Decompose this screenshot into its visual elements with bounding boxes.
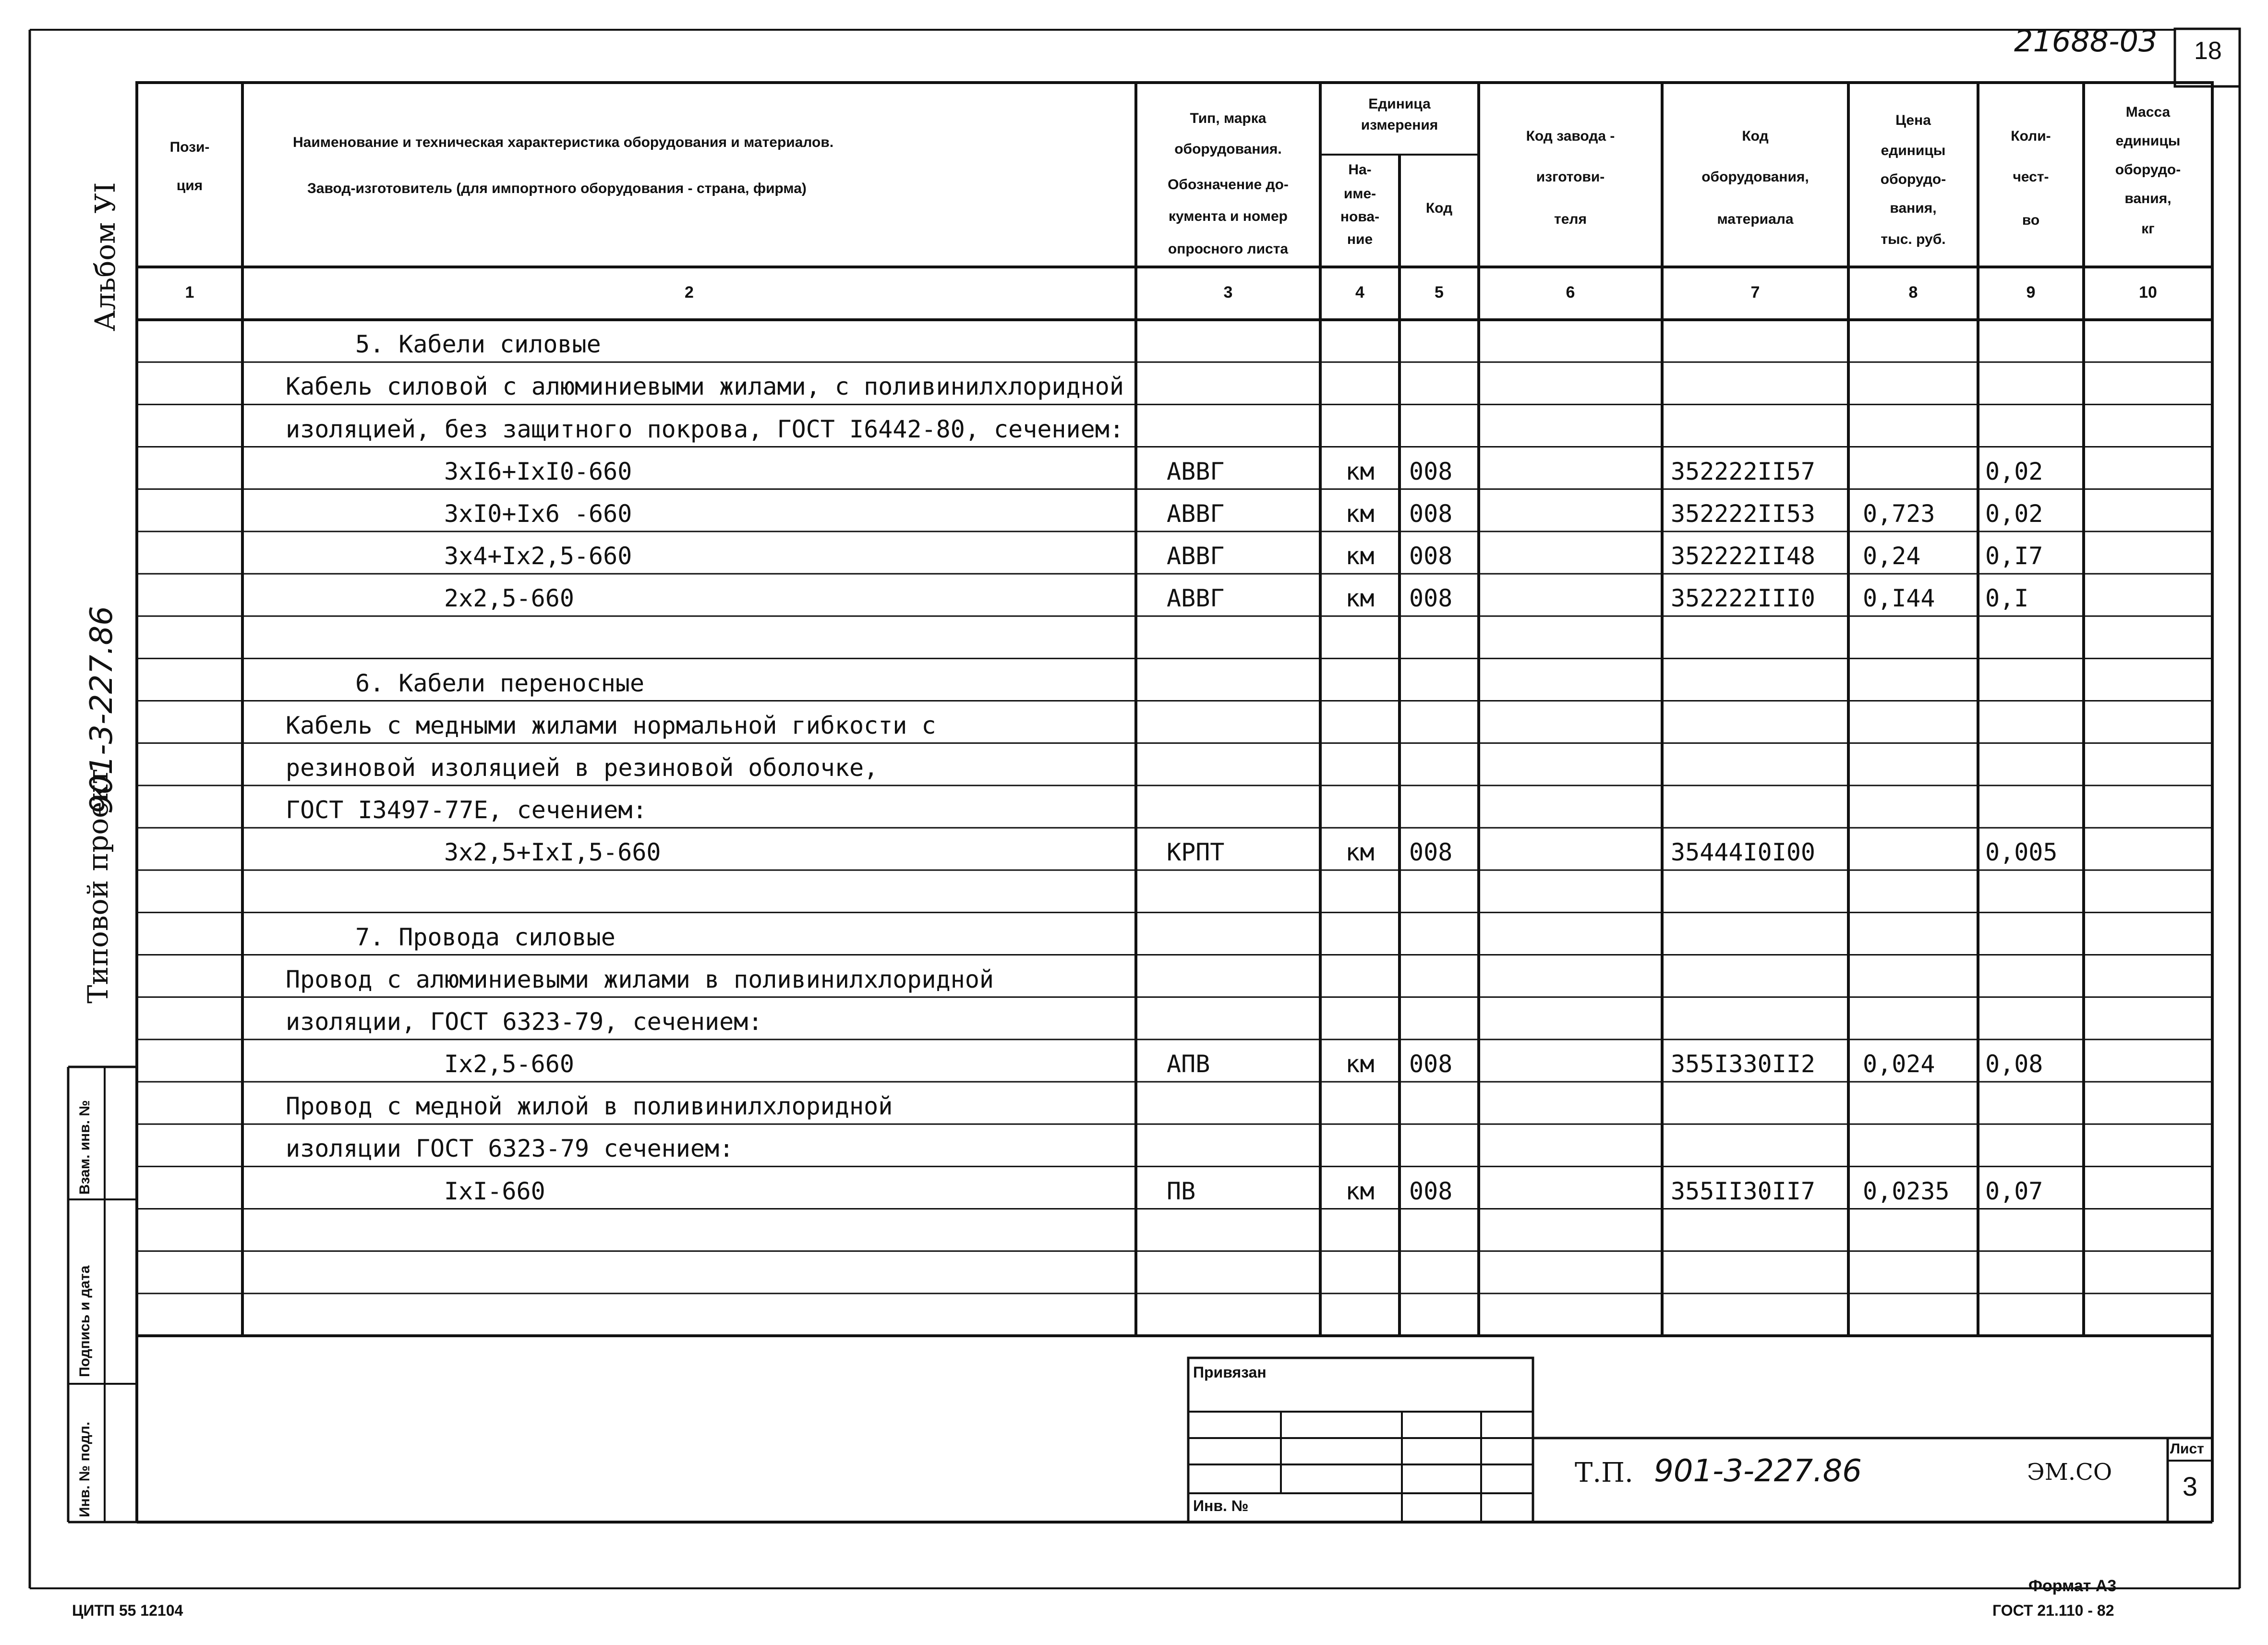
item-unit-name: км bbox=[1345, 1050, 1375, 1078]
header-code-3: материала bbox=[1717, 211, 1794, 227]
header-factory-1: Код завода - bbox=[1526, 128, 1615, 144]
item-type-mark: АВВГ bbox=[1167, 584, 1225, 613]
header-unit-name-1: На- bbox=[1348, 162, 1372, 178]
item-description: изоляции ГОСТ 6323-79 сечением: bbox=[286, 1135, 734, 1163]
item-description: 7. Провода силовые bbox=[355, 923, 615, 951]
header-qty-2: чест- bbox=[2013, 169, 2049, 185]
item-description: 3x2,5+IxI,5-660 bbox=[444, 838, 661, 867]
item-type-mark: АВВГ bbox=[1167, 457, 1225, 485]
item-description: изоляцией, без защитного покрова, ГОСТ I6442-80, сечением: bbox=[286, 415, 1124, 443]
header-price-1: Цена bbox=[1895, 112, 1931, 128]
privyazan-label: Привязан bbox=[1193, 1364, 1267, 1381]
header-factory-2: изготови- bbox=[1536, 169, 1605, 185]
footer-left-code: ЦИТП 55 12104 bbox=[72, 1602, 183, 1619]
item-quantity: 0,08 bbox=[1985, 1050, 2043, 1078]
item-description: Провод с алюминиевыми жилами в поливинилхлоридной bbox=[286, 965, 994, 993]
item-description: IxI-660 bbox=[444, 1177, 545, 1205]
stamp-vzam-inv: Взам. инв. № bbox=[77, 1100, 93, 1195]
item-type-mark: АПВ bbox=[1167, 1050, 1210, 1078]
item-unit-name: км bbox=[1345, 499, 1375, 528]
item-description: 5. Кабели силовые bbox=[355, 330, 601, 359]
item-unit-price: 0,723 bbox=[1863, 499, 1935, 528]
side-album-label: Альбом УI bbox=[89, 182, 121, 331]
column-number: 4 bbox=[1355, 283, 1364, 302]
item-description: изоляции, ГОСТ 6323-79, сечением: bbox=[286, 1007, 763, 1036]
side-project-code: 901-3-227.86 bbox=[84, 606, 120, 814]
header-mass-3: оборудо- bbox=[2115, 162, 2181, 178]
item-material-code: 355II30II7 bbox=[1671, 1177, 1816, 1205]
item-description: резиновой изоляцией в резиновой оболочке, bbox=[286, 753, 879, 782]
item-description: ГОСТ I3497-77Е, сечением: bbox=[286, 796, 647, 824]
item-quantity: 0,I7 bbox=[1985, 542, 2043, 570]
document-mark: ЭМ.СО bbox=[2027, 1459, 2112, 1486]
header-type-2: оборудования. bbox=[1174, 141, 1282, 157]
item-description: 3xI6+IxI0-660 bbox=[444, 457, 632, 485]
item-unit-code: 008 bbox=[1409, 542, 1453, 570]
column-number: 9 bbox=[2026, 283, 2036, 302]
item-unit-name: км bbox=[1345, 1177, 1375, 1205]
item-material-code: 352222II57 bbox=[1671, 457, 1816, 485]
column-number: 1 bbox=[185, 283, 194, 302]
header-qty-3: во bbox=[2022, 212, 2040, 228]
tp-code: 901-3-227.86 bbox=[1654, 1453, 1862, 1489]
item-description: Провод с медной жилой в поливинилхлоридной bbox=[286, 1092, 893, 1121]
document-number: 21688-03 bbox=[2014, 24, 2158, 59]
item-description: 2x2,5-660 bbox=[444, 584, 574, 613]
item-material-code: 355I330II2 bbox=[1671, 1050, 1816, 1078]
stamp-podpis-data: Подпись и дата bbox=[77, 1265, 93, 1377]
item-material-code: 35444I0I00 bbox=[1671, 838, 1816, 867]
item-unit-code: 008 bbox=[1409, 584, 1453, 613]
item-unit-code: 008 bbox=[1409, 838, 1453, 867]
header-price-4: вания, bbox=[1890, 200, 1937, 216]
column-number: 7 bbox=[1750, 283, 1760, 302]
header-qty-1: Коли- bbox=[2011, 128, 2051, 144]
column-number: 8 bbox=[1908, 283, 1918, 302]
item-unit-code: 008 bbox=[1409, 1050, 1453, 1078]
header-unit-code: Код bbox=[1425, 200, 1453, 216]
item-unit-name: км bbox=[1345, 584, 1375, 613]
item-type-mark: АВВГ bbox=[1167, 542, 1225, 570]
item-description: Ix2,5-660 bbox=[444, 1050, 574, 1078]
sheet-label: Лист bbox=[2170, 1441, 2204, 1457]
item-material-code: 352222II53 bbox=[1671, 499, 1816, 528]
item-unit-price: 0,024 bbox=[1863, 1050, 1935, 1078]
sheet-number: 3 bbox=[2182, 1471, 2198, 1501]
header-mass-2: единицы bbox=[2115, 133, 2181, 149]
inv-no-label: Инв. № bbox=[1193, 1497, 1249, 1514]
item-unit-price: 0,24 bbox=[1863, 542, 1921, 570]
item-description: 6. Кабели переносные bbox=[355, 669, 645, 697]
stamp-inv-podl: Инв. № подл. bbox=[77, 1421, 93, 1517]
header-price-2: единицы bbox=[1881, 143, 1946, 158]
tp-prefix: Т.П. bbox=[1575, 1457, 1633, 1488]
side-project-label: Типовой проект bbox=[82, 769, 114, 1004]
item-quantity: 0,02 bbox=[1985, 457, 2043, 485]
item-type-mark: АВВГ bbox=[1167, 499, 1225, 528]
header-price-5: тыс. руб. bbox=[1881, 231, 1946, 247]
header-code-2: оборудования, bbox=[1701, 169, 1809, 185]
item-description: 3x4+Ix2,5-660 bbox=[444, 542, 632, 570]
header-type-3: Обозначение до- bbox=[1168, 177, 1289, 193]
header-unit-1: Единица bbox=[1368, 96, 1431, 112]
header-name-2: Завод-изготовитель (для импортного оборудования - страна, фирма) bbox=[307, 181, 807, 196]
header-unit-name-2: име- bbox=[1343, 186, 1376, 202]
footer-format: Формат А3 bbox=[2028, 1577, 2117, 1595]
item-description: Кабель силовой с алюминиевыми жилами, с поливинилхлоридной bbox=[286, 373, 1124, 401]
item-unit-code: 008 bbox=[1409, 457, 1453, 485]
column-number: 2 bbox=[685, 283, 694, 302]
header-mass-1: Масса bbox=[2125, 104, 2171, 120]
item-unit-name: км bbox=[1345, 838, 1375, 867]
header-type-5: опросного листа bbox=[1168, 241, 1289, 257]
item-unit-price: 0,I44 bbox=[1863, 584, 1935, 613]
header-position-2: ция bbox=[176, 178, 203, 194]
column-number: 6 bbox=[1566, 283, 1575, 302]
item-unit-price: 0,0235 bbox=[1863, 1177, 1950, 1205]
header-unit-name-4: ние bbox=[1347, 231, 1373, 247]
header-factory-3: теля bbox=[1554, 211, 1587, 227]
header-type-1: Тип, марка bbox=[1190, 110, 1267, 126]
header-mass-5: кг bbox=[2141, 221, 2155, 237]
header-position-1: Пози- bbox=[169, 139, 210, 155]
item-unit-name: км bbox=[1345, 542, 1375, 570]
column-number: 3 bbox=[1223, 283, 1233, 302]
item-description: 3xI0+Ix6 -660 bbox=[444, 499, 632, 528]
header-unit-name-3: нова- bbox=[1340, 209, 1380, 225]
item-quantity: 0,07 bbox=[1985, 1177, 2043, 1205]
item-material-code: 352222III0 bbox=[1671, 584, 1816, 613]
header-price-3: оборудо- bbox=[1880, 171, 1946, 187]
column-number: 5 bbox=[1435, 283, 1444, 302]
page-corner-number: 18 bbox=[2194, 37, 2222, 65]
item-unit-name: км bbox=[1345, 457, 1375, 485]
item-quantity: 0,02 bbox=[1985, 499, 2043, 528]
footer-gost: ГОСТ 21.110 - 82 bbox=[1992, 1602, 2114, 1619]
header-unit-2: измерения bbox=[1361, 117, 1438, 133]
item-quantity: 0,005 bbox=[1985, 838, 2058, 867]
item-material-code: 352222II48 bbox=[1671, 542, 1816, 570]
header-type-4: кумента и номер bbox=[1168, 208, 1288, 224]
item-type-mark: ПВ bbox=[1167, 1177, 1196, 1205]
item-unit-code: 008 bbox=[1409, 1177, 1453, 1205]
item-type-mark: КРПТ bbox=[1167, 838, 1225, 867]
header-code-1: Код bbox=[1742, 128, 1769, 144]
header-mass-4: вания, bbox=[2124, 191, 2171, 206]
item-unit-code: 008 bbox=[1409, 499, 1453, 528]
item-quantity: 0,I bbox=[1985, 584, 2029, 613]
header-name-1: Наименование и техническая характеристика оборудования и материалов. bbox=[293, 134, 834, 150]
item-description: Кабель с медными жилами нормальной гибкости с bbox=[286, 711, 936, 739]
column-number: 10 bbox=[2139, 283, 2157, 302]
